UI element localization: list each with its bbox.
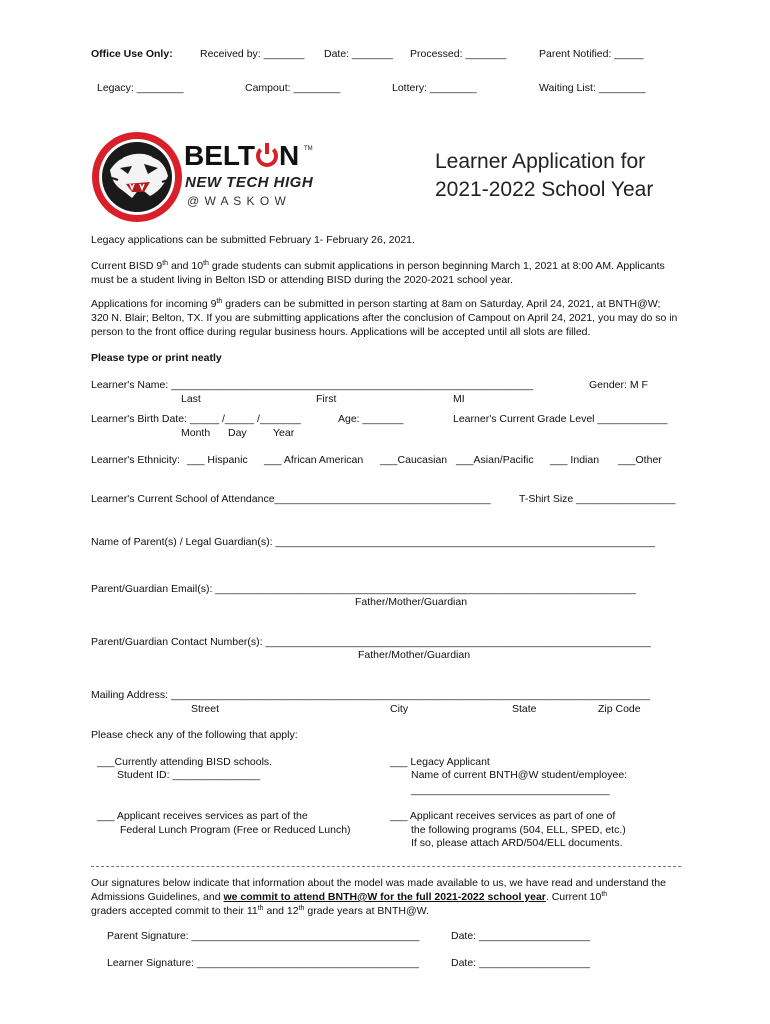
check-legacy[interactable]: ___ Legacy Applicant (390, 756, 490, 768)
learner-date-field[interactable]: Date: ___________________ (451, 957, 590, 969)
parent-date-field[interactable]: Date: ___________________ (451, 930, 590, 942)
ethnicity-asian-pacific[interactable]: ___Asian/Pacific (456, 454, 534, 466)
birth-month-label: Month (181, 427, 211, 439)
intro-current-a: Current BISD 9 (91, 260, 163, 272)
office-date: Date: _______ (324, 48, 393, 60)
office-use-row-1 (91, 48, 173, 60)
check-lunch-line2: Federal Lunch Program (Free or Reduced Lunch) (120, 824, 351, 836)
intro-legacy: Legacy applications can be submitted February 1- February 26, 2021. (91, 234, 415, 246)
intro-incoming-a: Applications for incoming 9 (91, 298, 217, 310)
dashed-divider (91, 866, 681, 867)
office-lottery: Lottery: ________ (392, 82, 477, 94)
sig-text-b: Admissions Guidelines, and (91, 891, 224, 903)
intro-incoming-line3: person to the front office during regular business hours. Applications will be accepted until all slots are filled. (91, 326, 591, 338)
phone-sub-label: Father/Mother/Guardian (358, 649, 471, 661)
belton-logo (92, 130, 322, 226)
intro-incoming-b: graders can be submitted in person starting at 8am on Saturday, April 24, 2021, at BNTH@W; (222, 298, 661, 310)
ethnicity-indian[interactable]: ___ Indian (550, 454, 600, 466)
sup: th (601, 891, 608, 898)
legacy-name-field[interactable]: __________________________________ (411, 784, 610, 796)
tshirt-size-field[interactable]: T-Shirt Size _________________ (519, 493, 676, 505)
address-city-label: City (390, 703, 409, 715)
intro-current-b: and 10 (168, 260, 204, 272)
sig-text-e: and 12 (263, 905, 299, 917)
logo-tm: TM (304, 146, 313, 152)
email-sub-label: Father/Mother/Guardian (355, 596, 468, 608)
sig-commit-text: we commit to attend BNTH@W for the full 2021-2022 school year (223, 891, 546, 903)
gender-field[interactable]: Gender: M F (589, 379, 648, 391)
logo-brand-a: BELT (184, 140, 256, 171)
office-legacy: Legacy: ________ (97, 82, 184, 94)
name-mi-label: MI (453, 393, 465, 405)
legacy-name-label: Name of current BNTH@W student/employee: (411, 769, 628, 781)
current-school-field[interactable]: Learner's Current School of Attendance_____________________________________ (91, 493, 491, 505)
grade-level-field[interactable]: Learner's Current Grade Level ____________ (453, 413, 668, 425)
sup: th (162, 260, 169, 267)
checks-heading: Please check any of the following that apply: (91, 729, 298, 741)
title-line-2: 2021-2022 School Year (435, 178, 654, 201)
address-zip-label: Zip Code (598, 703, 641, 715)
signature-statement (91, 876, 691, 918)
intro-incoming-line2: 320 N. Blair; Belton, TX. If you are submitting applications after the conclusion of Campout on April 24, 2021, you may do so in (91, 312, 678, 324)
learner-signature-field[interactable]: Learner Signature: ______________________________________ (107, 957, 419, 969)
sup: th (298, 905, 305, 912)
office-waiting-list: Waiting List: ________ (539, 82, 646, 94)
title-line-1: Learner Application for (435, 150, 646, 173)
power-o-icon (256, 145, 278, 167)
logo-line-3: @ W A S K O W (187, 194, 287, 208)
parent-email-field[interactable]: Parent/Guardian Email(s): ________________________________________________________________________ (91, 583, 636, 595)
ethnicity-other[interactable]: ___Other (618, 454, 662, 466)
parent-signature-field[interactable]: Parent Signature: _______________________________________ (107, 930, 420, 942)
age-field[interactable]: Age: _______ (338, 413, 404, 425)
print-neatly-heading: Please type or print neatly (91, 352, 222, 364)
ethnicity-african-american[interactable]: ___ African American (264, 454, 364, 466)
ethnicity-label: Learner's Ethnicity: (91, 454, 180, 466)
sig-text-c: . Current 10 (545, 891, 602, 903)
name-last-label: Last (181, 393, 201, 405)
page-title (435, 148, 653, 204)
logo-brand-b: N (279, 140, 300, 171)
logo-brand (184, 140, 299, 172)
office-use-label: Office Use Only: (91, 48, 173, 60)
intro-current-c: grade students can submit applications in person beginning March 1, 2021 at 8:00 AM. Applicants (208, 260, 665, 272)
intro-current-line2: must be a student living in Belton ISD or attending BISD during the 2020-2021 school year. (91, 274, 514, 286)
intro-incoming (91, 297, 691, 339)
sup: th (257, 905, 264, 912)
address-state-label: State (512, 703, 537, 715)
name-first-label: First (316, 393, 337, 405)
sig-text-d: graders accepted commit to their 11 (91, 905, 258, 917)
office-campout: Campout: ________ (245, 82, 341, 94)
check-lunch[interactable]: ___ Applicant receives services as part of the (97, 810, 308, 822)
check-programs[interactable]: ___ Applicant receives services as part of one of (390, 810, 616, 822)
student-id-field[interactable]: Student ID: _______________ (117, 769, 261, 781)
birth-date-field[interactable]: Learner's Birth Date: _____ /_____ /_______ (91, 413, 301, 425)
parent-phone-field[interactable]: Parent/Guardian Contact Number(s): __________________________________________________________________ (91, 636, 651, 648)
birth-day-label: Day (228, 427, 247, 439)
office-processed: Processed: _______ (410, 48, 507, 60)
check-programs-line3: If so, please attach ARD/504/ELL documents. (411, 837, 623, 849)
sig-text-a: Our signatures below indicate that information about the model was made available to us, we have read and understand the (91, 877, 666, 889)
mailing-address-field[interactable]: Mailing Address: __________________________________________________________________________________ (91, 689, 650, 701)
office-received: Received by: _______ (200, 48, 305, 60)
ethnicity-hispanic[interactable]: ___ Hispanic (187, 454, 248, 466)
ethnicity-caucasian[interactable]: ___Caucasian (380, 454, 448, 466)
check-programs-line2: the following programs (504, ELL, SPED, etc.) (411, 824, 626, 836)
sup: th (216, 298, 223, 305)
sup: th (203, 260, 209, 267)
check-bisd[interactable]: ___Currently attending BISD schools. (97, 756, 273, 768)
sig-text-f: grade years at BNTH@W. (304, 905, 429, 917)
address-street-label: Street (191, 703, 220, 715)
parent-name-field[interactable]: Name of Parent(s) / Legal Guardian(s): _________________________________________________________________ (91, 536, 655, 548)
intro-current (91, 259, 691, 287)
learner-name-field[interactable]: Learner's Name: ______________________________________________________________ (91, 379, 534, 391)
logo-line-2: NEW TECH HIGH (185, 174, 314, 191)
office-parent-notified: Parent Notified: _____ (539, 48, 644, 60)
birth-year-label: Year (273, 427, 295, 439)
